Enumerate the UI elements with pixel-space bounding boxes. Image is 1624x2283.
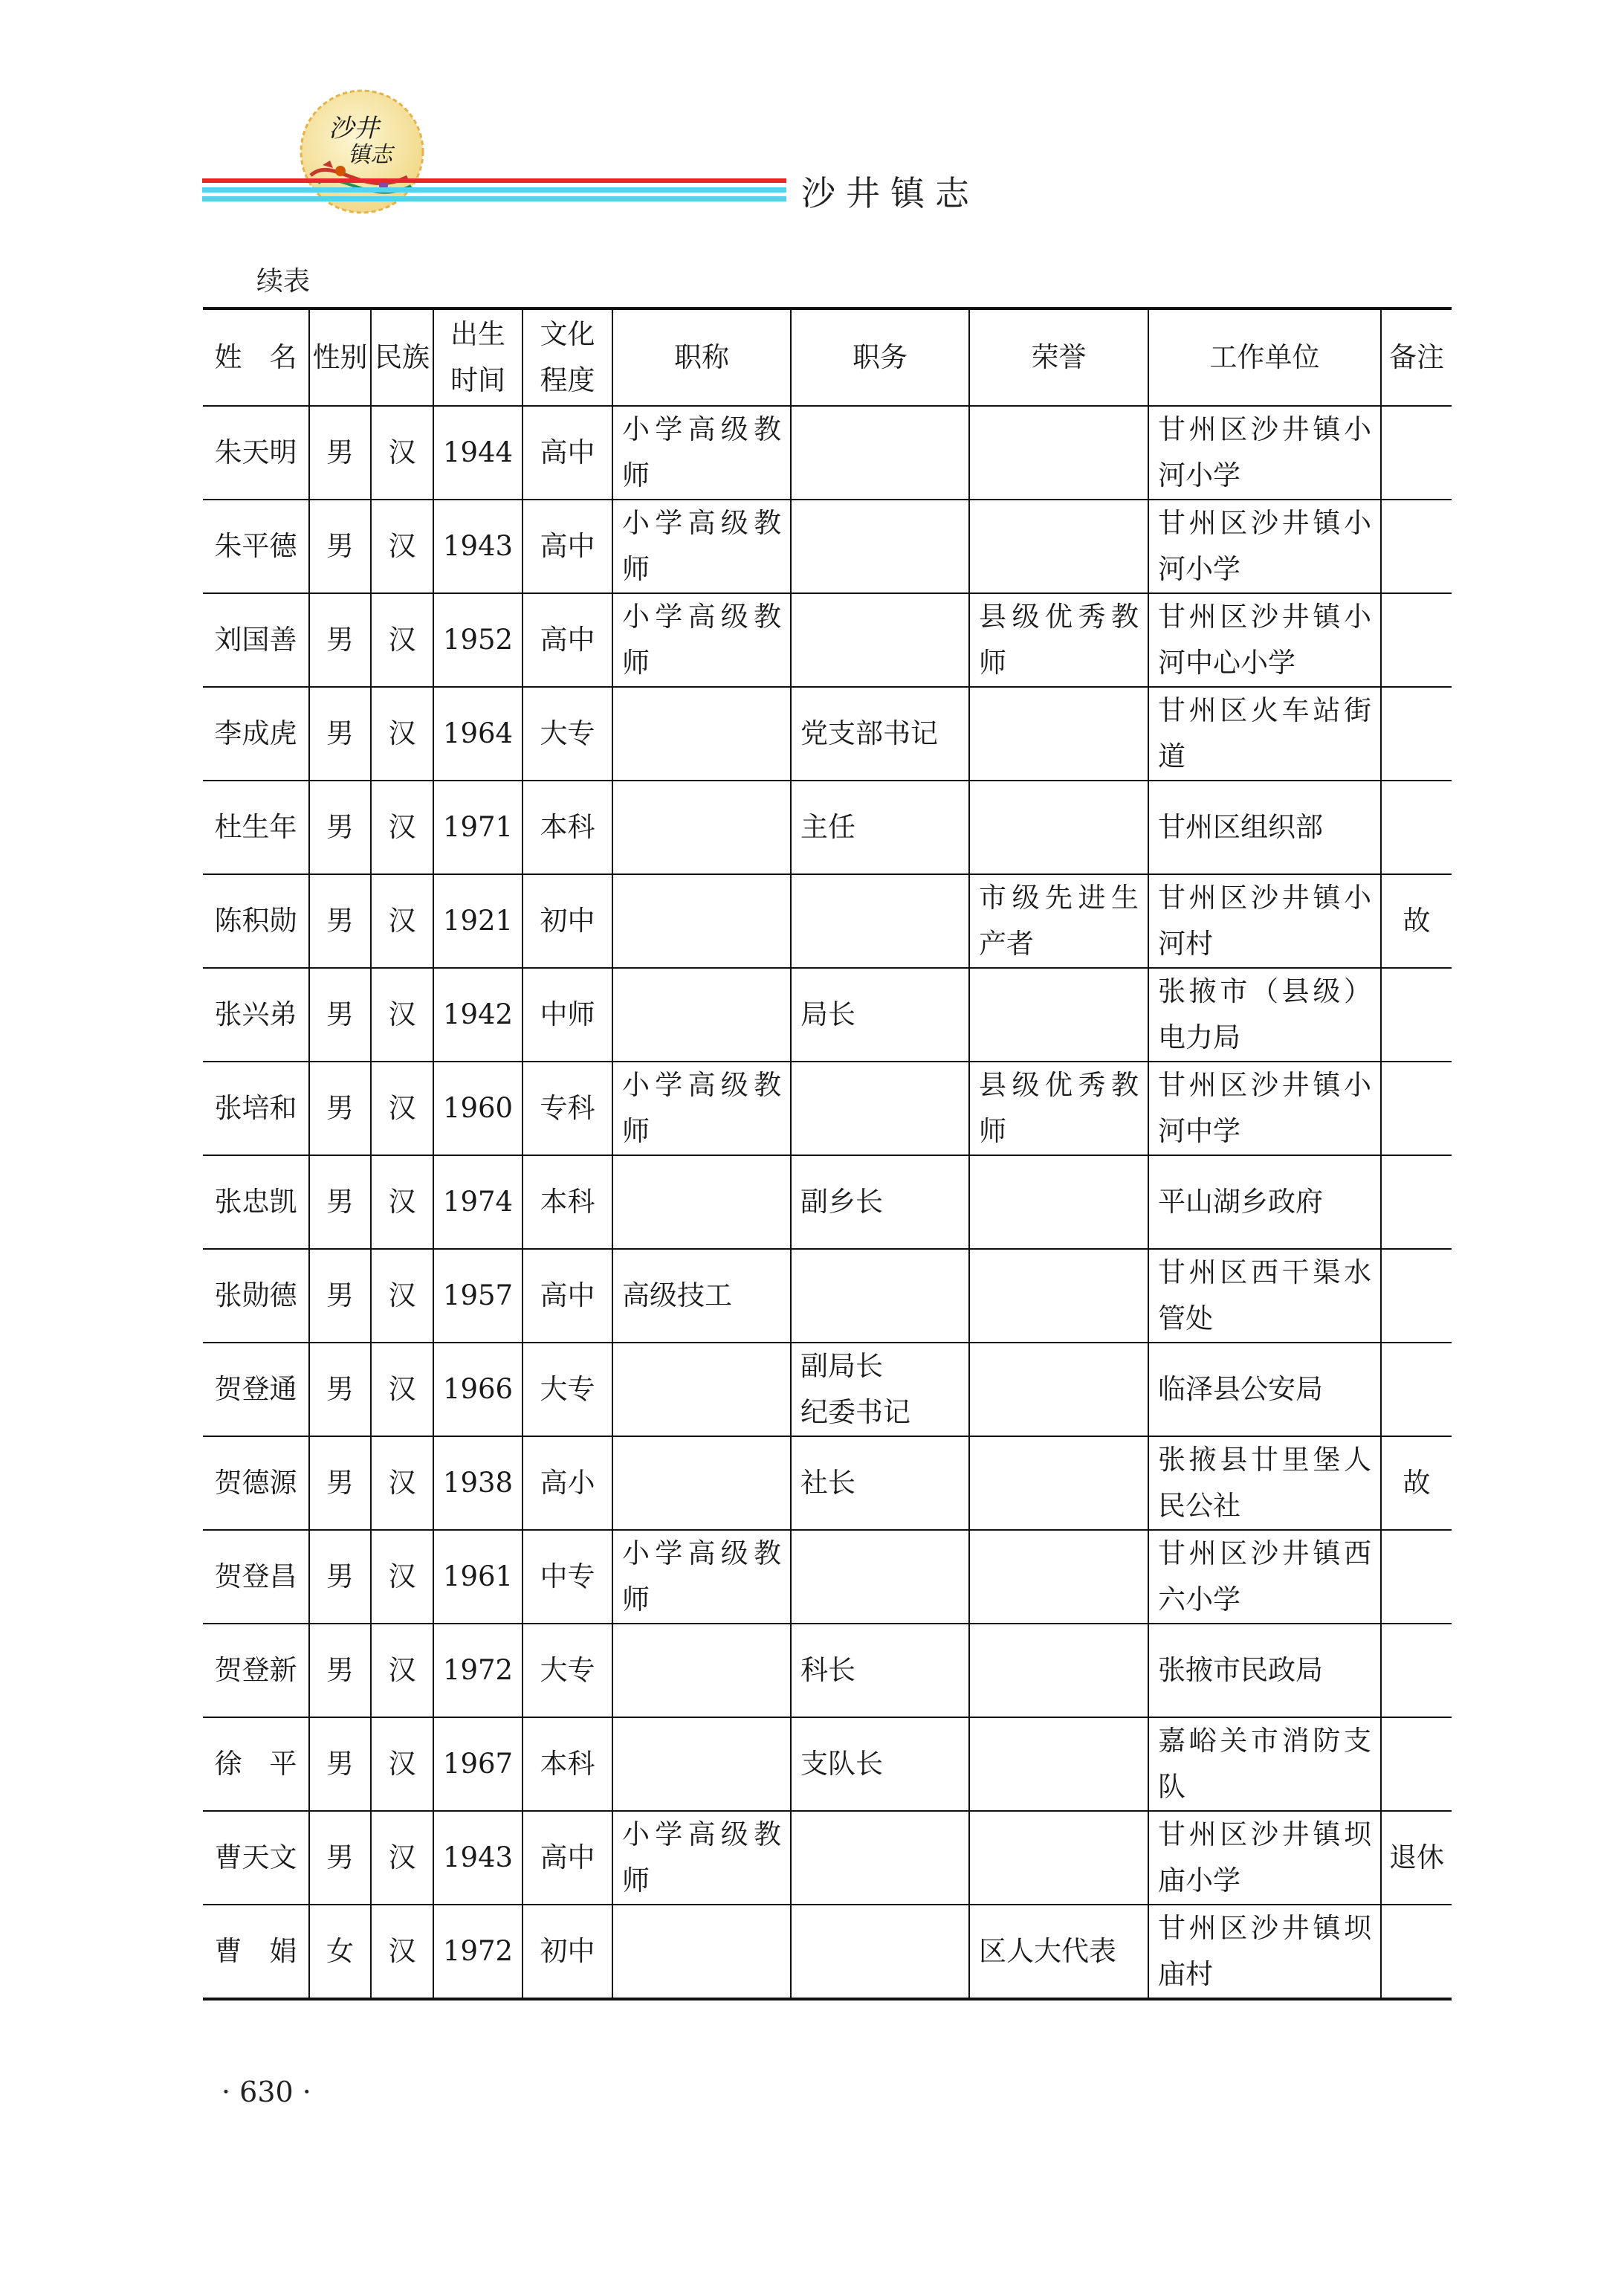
cell-title: 小学高级教师 (612, 1062, 791, 1155)
cell-position (791, 593, 969, 687)
cell-education: 初中 (523, 1905, 612, 1999)
table-row (203, 1436, 1452, 1530)
cell-education: 高中 (523, 406, 612, 500)
continued-label: 续表 (256, 266, 311, 297)
cell-title: 小学高级教师 (612, 593, 791, 687)
cell-ethnicity: 汉 (371, 1436, 433, 1530)
cell-note (1381, 1155, 1452, 1249)
cell-workplace: 甘州区沙井镇小河中心小学 (1148, 593, 1381, 687)
cell-birth: 1961 (433, 1530, 523, 1624)
cell-birth: 1952 (433, 593, 523, 687)
cell-note: 故 (1381, 1436, 1452, 1530)
table-row (203, 1811, 1452, 1905)
cell-position (791, 1249, 969, 1343)
cell-honor (969, 406, 1148, 500)
cell-note (1381, 1343, 1452, 1436)
cell-note (1381, 500, 1452, 593)
cell-title: 高级技工 (612, 1249, 791, 1343)
table-row (203, 687, 1452, 781)
col-header-birth: 出生 时间 (433, 309, 523, 406)
cell-honor (969, 781, 1148, 874)
cell-workplace: 甘州区沙井镇西六小学 (1148, 1530, 1381, 1624)
table-row (203, 593, 1452, 687)
cell-birth: 1967 (433, 1717, 523, 1811)
cell-workplace: 甘州区沙井镇小河小学 (1148, 500, 1381, 593)
table-row (203, 1343, 1452, 1436)
cell-workplace: 临泽县公安局 (1148, 1343, 1381, 1436)
cell-position (791, 874, 969, 968)
cell-workplace: 甘州区沙井镇小河中学 (1148, 1062, 1381, 1155)
cell-position (791, 1343, 969, 1436)
cell-education: 本科 (523, 1717, 612, 1811)
col-header-ethnicity: 民族 (371, 309, 433, 406)
cell-position (791, 500, 969, 593)
cell-honor (969, 1249, 1148, 1343)
table-row (203, 500, 1452, 593)
cell-position: 科长 (791, 1624, 969, 1717)
col-header-name: 姓 名 (203, 309, 309, 406)
cell-title: 小学高级教师 (612, 406, 791, 500)
col-header-gender: 性别 (309, 309, 371, 406)
cell-honor: 区人大代表 (969, 1905, 1148, 1999)
cell-ethnicity: 汉 (371, 1530, 433, 1624)
cell-honor (969, 1155, 1148, 1249)
cell-honor: 县级优秀教师 (969, 593, 1148, 687)
cell-honor (969, 1343, 1148, 1436)
cell-position: 副乡长 (791, 1155, 969, 1249)
cell-position (791, 406, 969, 500)
cell-gender: 男 (309, 1811, 371, 1905)
cell-education: 高小 (523, 1436, 612, 1530)
cell-birth: 1938 (433, 1436, 523, 1530)
cell-education: 大专 (523, 1343, 612, 1436)
col-header-title: 职称 (612, 309, 791, 406)
cell-note (1381, 968, 1452, 1062)
cell-ethnicity: 汉 (371, 1343, 433, 1436)
header-row (203, 309, 1452, 406)
cell-name: 杜生年 (203, 781, 309, 874)
cell-name: 贺登通 (203, 1343, 309, 1436)
cell-education: 大专 (523, 687, 612, 781)
cell-position (791, 1811, 969, 1905)
cell-workplace: 张掖市（县级）电力局 (1148, 968, 1381, 1062)
table-row (203, 1717, 1452, 1811)
cell-note (1381, 1717, 1452, 1811)
cell-title (612, 1155, 791, 1249)
cell-position-line: 纪委书记 (800, 1396, 910, 1428)
table-row (203, 781, 1452, 874)
cell-ethnicity: 汉 (371, 687, 433, 781)
table-row (203, 1062, 1452, 1155)
table-row (203, 874, 1452, 968)
cell-education: 专科 (523, 1062, 612, 1155)
cell-position: 党支部书记 (791, 687, 969, 781)
cell-honor (969, 968, 1148, 1062)
cell-position (791, 1905, 969, 1999)
cell-honor (969, 1811, 1148, 1905)
cell-gender: 男 (309, 406, 371, 500)
cell-gender: 男 (309, 593, 371, 687)
cell-ethnicity: 汉 (371, 968, 433, 1062)
cell-workplace: 甘州区沙井镇小河小学 (1148, 406, 1381, 500)
cell-education: 本科 (523, 781, 612, 874)
cell-birth: 1974 (433, 1155, 523, 1249)
cell-note (1381, 687, 1452, 781)
cell-gender: 男 (309, 1343, 371, 1436)
cell-honor (969, 1436, 1148, 1530)
cell-ethnicity: 汉 (371, 406, 433, 500)
cell-workplace: 平山湖乡政府 (1148, 1155, 1381, 1249)
cell-workplace: 甘州区西干渠水管处 (1148, 1249, 1381, 1343)
cell-education: 高中 (523, 500, 612, 593)
cell-workplace: 甘州区沙井镇小河村 (1148, 874, 1381, 968)
cell-name: 徐 平 (203, 1717, 309, 1811)
cell-birth: 1966 (433, 1343, 523, 1436)
cell-name: 李成虎 (203, 687, 309, 781)
cell-note (1381, 1249, 1452, 1343)
cell-note: 退休 (1381, 1811, 1452, 1905)
cell-gender: 男 (309, 874, 371, 968)
col-header-workplace: 工作单位 (1148, 309, 1381, 406)
svg-text:沙井: 沙井 (329, 114, 379, 143)
cell-ethnicity: 汉 (371, 1717, 433, 1811)
cell-note (1381, 1905, 1452, 1999)
cell-name: 贺德源 (203, 1436, 309, 1530)
cell-education: 高中 (523, 593, 612, 687)
cell-note (1381, 593, 1452, 687)
cell-title (612, 874, 791, 968)
cell-name: 张兴弟 (203, 968, 309, 1062)
cell-name: 张勋德 (203, 1249, 309, 1343)
cell-education: 中专 (523, 1530, 612, 1624)
col-header-note: 备注 (1381, 309, 1452, 406)
cell-education: 大专 (523, 1624, 612, 1717)
cell-title: 小学高级教师 (612, 1530, 791, 1624)
cell-birth: 1972 (433, 1624, 523, 1717)
cell-name: 朱天明 (203, 406, 309, 500)
cell-name: 曹天文 (203, 1811, 309, 1905)
cell-ethnicity: 汉 (371, 500, 433, 593)
col-header-education: 文化 程度 (523, 309, 612, 406)
cell-ethnicity: 汉 (371, 1811, 433, 1905)
cell-note (1381, 406, 1452, 500)
cell-gender: 男 (309, 1436, 371, 1530)
cell-name: 曹 娟 (203, 1905, 309, 1999)
cell-position: 局长 (791, 968, 969, 1062)
cell-gender: 男 (309, 968, 371, 1062)
cell-position: 社长 (791, 1436, 969, 1530)
header-rule-cyan-2 (202, 196, 786, 201)
cell-title (612, 1436, 791, 1530)
table-row (203, 1530, 1452, 1624)
cell-gender: 男 (309, 1062, 371, 1155)
cell-workplace: 甘州区沙井镇坝庙村 (1148, 1905, 1381, 1999)
cell-title: 小学高级教师 (612, 1811, 791, 1905)
cell-birth: 1943 (433, 500, 523, 593)
cell-honor: 市级先进生产者 (969, 874, 1148, 968)
cell-ethnicity: 汉 (371, 1624, 433, 1717)
cell-birth: 1921 (433, 874, 523, 968)
cell-position: 主任 (791, 781, 969, 874)
table-row (203, 1249, 1452, 1343)
cell-gender: 男 (309, 1624, 371, 1717)
col-header-position: 职务 (791, 309, 969, 406)
cell-birth: 1972 (433, 1905, 523, 1999)
cell-note (1381, 781, 1452, 874)
header-rule-cyan (202, 187, 786, 193)
cell-birth: 1960 (433, 1062, 523, 1155)
header-rule-red (202, 178, 786, 183)
cell-education: 初中 (523, 874, 612, 968)
table-row (203, 406, 1452, 500)
cell-gender: 男 (309, 500, 371, 593)
cell-ethnicity: 汉 (371, 1249, 433, 1343)
cell-honor: 县级优秀教师 (969, 1062, 1148, 1155)
cell-honor (969, 500, 1148, 593)
cell-title (612, 968, 791, 1062)
table-row (203, 1155, 1452, 1249)
cell-note (1381, 1624, 1452, 1717)
cell-education: 高中 (523, 1249, 612, 1343)
cell-workplace: 张掖市民政局 (1148, 1624, 1381, 1717)
cell-note: 故 (1381, 874, 1452, 968)
cell-title (612, 781, 791, 874)
cell-ethnicity: 汉 (371, 1905, 433, 1999)
cell-gender: 男 (309, 687, 371, 781)
cell-name: 张培和 (203, 1062, 309, 1155)
cell-ethnicity: 汉 (371, 1155, 433, 1249)
cell-education: 中师 (523, 968, 612, 1062)
cell-position-line: 副局长 (800, 1350, 883, 1382)
cell-title (612, 1343, 791, 1436)
cell-name: 张忠凯 (203, 1155, 309, 1249)
cell-position (791, 1062, 969, 1155)
cell-ethnicity: 汉 (371, 1062, 433, 1155)
cell-education: 高中 (523, 1811, 612, 1905)
roster-table (203, 307, 1452, 2001)
cell-gender: 男 (309, 1717, 371, 1811)
cell-honor (969, 687, 1148, 781)
cell-birth: 1943 (433, 1811, 523, 1905)
cell-gender: 女 (309, 1905, 371, 1999)
page-number: · 630 · (221, 2076, 311, 2108)
roster-body (203, 406, 1452, 1999)
cell-workplace: 张掖县廿里堡人民公社 (1148, 1436, 1381, 1530)
cell-position: 支队长 (791, 1717, 969, 1811)
table-row (203, 1624, 1452, 1717)
cell-honor (969, 1530, 1148, 1624)
table-row (203, 1905, 1452, 1999)
table-row (203, 968, 1452, 1062)
cell-workplace: 嘉峪关市消防支队 (1148, 1717, 1381, 1811)
cell-note (1381, 1530, 1452, 1624)
cell-name: 贺登昌 (203, 1530, 309, 1624)
cell-title (612, 1717, 791, 1811)
cell-workplace: 甘州区沙井镇坝庙小学 (1148, 1811, 1381, 1905)
cell-title (612, 1905, 791, 1999)
cell-ethnicity: 汉 (371, 593, 433, 687)
cell-title (612, 687, 791, 781)
cell-ethnicity: 汉 (371, 781, 433, 874)
cell-birth: 1964 (433, 687, 523, 781)
cell-title (612, 1624, 791, 1717)
cell-gender: 男 (309, 1530, 371, 1624)
cell-name: 陈积勋 (203, 874, 309, 968)
cell-birth: 1957 (433, 1249, 523, 1343)
cell-ethnicity: 汉 (371, 874, 433, 968)
cell-name: 朱平德 (203, 500, 309, 593)
cell-honor (969, 1717, 1148, 1811)
cell-gender: 男 (309, 781, 371, 874)
cell-name: 贺登新 (203, 1624, 309, 1717)
cell-workplace: 甘州区火车站街道 (1148, 687, 1381, 781)
cell-birth: 1971 (433, 781, 523, 874)
cell-birth: 1944 (433, 406, 523, 500)
cell-education: 本科 (523, 1155, 612, 1249)
cell-position (791, 1530, 969, 1624)
cell-note (1381, 1062, 1452, 1155)
cell-birth: 1942 (433, 968, 523, 1062)
cell-name: 刘国善 (203, 593, 309, 687)
book-title: 沙井镇志 (801, 173, 980, 213)
cell-workplace: 甘州区组织部 (1148, 781, 1381, 874)
cell-gender: 男 (309, 1249, 371, 1343)
col-header-honor: 荣誉 (969, 309, 1148, 406)
cell-honor (969, 1624, 1148, 1717)
svg-text:镇志: 镇志 (348, 142, 392, 168)
cell-title: 小学高级教师 (612, 500, 791, 593)
cell-gender: 男 (309, 1155, 371, 1249)
